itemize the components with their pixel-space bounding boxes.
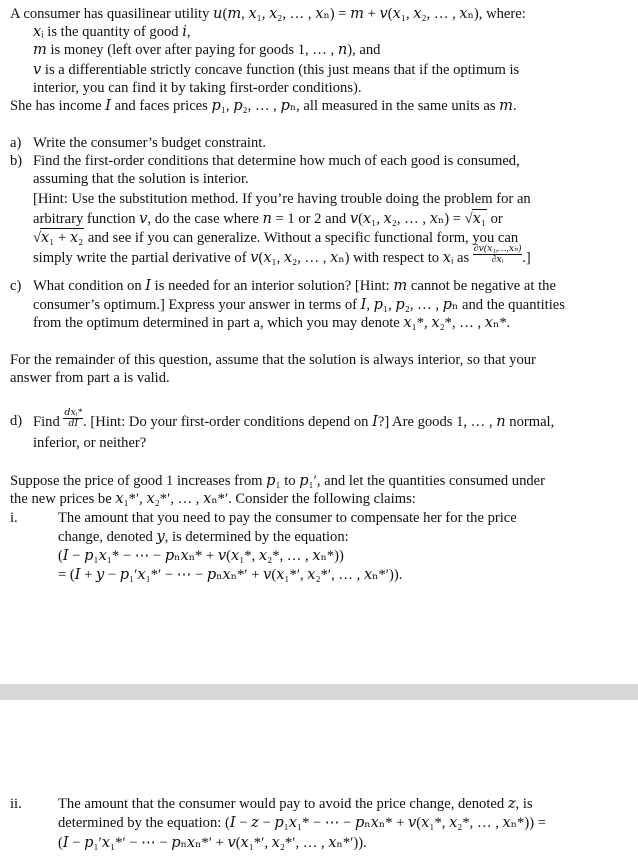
sqrt-x1: 𝑥₁ — [472, 211, 486, 227]
intro-line: She has income 𝐼 and faces prices 𝑝₁, 𝑝₂, … , 𝑝ₙ, all measured in the same units as 𝑚. — [10, 98, 517, 114]
intro-line: A consumer has quasilinear utility 𝑢(𝑚, 𝑥₁, 𝑥₂, … , 𝑥ₙ) = 𝑚 + 𝑣(𝑥₁, 𝑥₂, … , 𝑥ₙ), where: — [10, 6, 526, 22]
remainder-line: For the remainder of this question, assume that the solution is always interior, so that your — [10, 352, 536, 368]
sqrt-sign: √ — [33, 230, 42, 246]
part-b-line — [33, 244, 531, 269]
part-b-line — [33, 228, 518, 247]
derivative-fraction — [63, 408, 83, 429]
claim-ii-label: ii. — [10, 796, 22, 812]
part-a-label: a) — [10, 135, 22, 151]
part-b-l4-text: arbitrary function 𝑣, do the case where 𝑛 = 1 or 2 and 𝑣(𝑥₁, 𝑥₂, … , 𝑥ₙ) = √ — [33, 211, 473, 227]
remainder-line: answer from part a is valid. — [10, 370, 170, 386]
part-d-line: inferior, or neither? — [33, 435, 147, 451]
part-d-label: d) — [10, 413, 23, 429]
part-d-find: Find — [33, 413, 64, 430]
partial-derivative-fraction — [473, 244, 522, 265]
part-a-text: Write the consumer’s budget constraint. — [33, 135, 266, 151]
part-b-line — [33, 209, 503, 228]
claim-ii-equation: (𝐼 − 𝑝₁′𝑥₁*′ − ⋯ − 𝑝ₙ𝑥ₙ*′ + 𝑣(𝑥₁*′, 𝑥₂*′, … , 𝑥ₙ*′)). — [58, 835, 367, 851]
fraction-denominator: ∂𝑥ᵢ — [491, 255, 504, 265]
part-c-line: consumer’s optimum.] Express your answer in terms of 𝐼, 𝑝₁, 𝑝₂, … , 𝑝ₙ and the quantities — [33, 297, 565, 313]
part-b-line: [Hint: Use the substitution method. If you’re having trouble doing the problem for an — [33, 191, 531, 207]
sqrt-x1-x2: 𝑥₁ + 𝑥₂ — [41, 230, 84, 246]
part-b-label: b) — [10, 153, 23, 169]
claim-i-equation: (𝐼 − 𝑝₁𝑥₁* − ⋯ − 𝑝ₙ𝑥ₙ* + 𝑣(𝑥₁*, 𝑥₂*, … , 𝑥ₙ*)) — [58, 548, 344, 564]
part-b-l6-text: simply write the partial derivative of 𝑣(𝑥₁, 𝑥₂, … , 𝑥ₙ) with respect to 𝑥ᵢ as — [33, 249, 473, 266]
part-b-line: assuming that the solution is interior. — [33, 171, 249, 187]
claim-i-equation: = (𝐼 + 𝑦 − 𝑝₁′𝑥₁*′ − ⋯ − 𝑝ₙ𝑥ₙ*′ + 𝑣(𝑥₁*′, 𝑥₂*′, … , 𝑥ₙ*′)). — [58, 567, 403, 583]
intro-line: 𝑣 is a differentiable strictly concave function (this just means that if the optimum is — [33, 62, 520, 78]
claim-ii-line: The amount that the consumer would pay to avoid the price change, denoted 𝑧, is — [58, 796, 533, 812]
intro-line: 𝑚 is money (left over after paying for goods 1, … , 𝑛), and — [33, 42, 381, 58]
suppose-line: the new prices be 𝑥₁*′, 𝑥₂*′, … , 𝑥ₙ*′. Consider the following claims: — [10, 491, 416, 507]
part-b-l4-tail: or — [486, 211, 503, 227]
part-c-label: c) — [10, 278, 22, 294]
intro-line: interior, you can find it by taking first-order conditions). — [33, 80, 362, 96]
intro-line: 𝑥ᵢ is the quantity of good 𝑖, — [33, 24, 191, 40]
part-b-l5-tail: and see if you can generalize. Without a specific functional form, you can — [84, 230, 519, 246]
claim-i-line: change, denoted 𝑦, is determined by the equation: — [58, 529, 349, 545]
part-d-line — [33, 408, 555, 433]
claim-i-label: i. — [10, 510, 18, 526]
part-c-line: from the optimum determined in part a, which you may denote 𝑥₁*, 𝑥₂*, … , 𝑥ₙ*. — [33, 315, 511, 331]
claim-ii-equation: determined by the equation: (𝐼 − 𝑧 − 𝑝₁𝑥₁* − ⋯ − 𝑝ₙ𝑥ₙ* + 𝑣(𝑥₁*, 𝑥₂*, … , 𝑥ₙ*)) = — [58, 815, 546, 831]
claim-i-line: The amount that you need to pay the consumer to compensate her for the price — [58, 510, 517, 526]
part-b-l6-tail: .] — [522, 249, 531, 266]
part-c-line: What condition on 𝐼 is needed for an interior solution? [Hint: 𝑚 cannot be negative at the — [33, 278, 556, 294]
document-page-bottom — [0, 700, 638, 865]
fraction-numerator: 𝑑𝑥ᵢ* — [64, 408, 83, 418]
part-d-text: . [Hint: Do your first-order conditions depend on 𝐼?] Are goods 1, … , 𝑛 normal, — [83, 413, 555, 430]
suppose-line: Suppose the price of good 1 increases from 𝑝₁ to 𝑝₁′, and let the quantities consumed under — [10, 473, 546, 489]
fraction-numerator: ∂𝑣(𝑥₁,…,𝑥ₙ) — [473, 244, 522, 254]
part-b-line: Find the first-order conditions that determine how much of each good is consumed, — [33, 153, 520, 169]
page-separator — [0, 684, 638, 700]
fraction-denominator: 𝑑𝐼 — [68, 419, 79, 429]
